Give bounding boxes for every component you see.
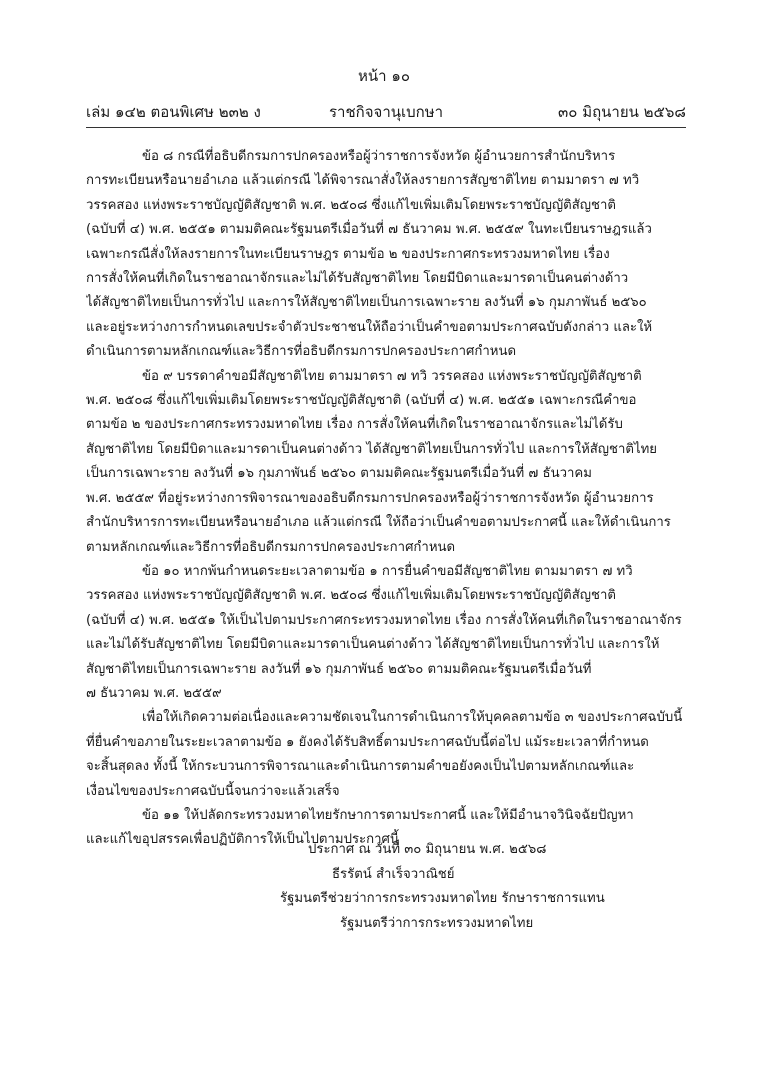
text-line: ข้อ ๙ บรรดาคำขอมีสัญชาติไทย ตามมาตรา ๗ ทวิ วรรคสอง แห่งพระราชบัญญัติสัญชาติ — [142, 368, 642, 384]
text-line: การทะเบียนหรือนายอำเภอ แล้วแต่กรณี ได้พิจารณาสั่งให้ลงรายการสัญชาติไทย ตามมาตรา ๗ ทวิ — [86, 173, 640, 189]
text-line: ข้อ ๘ กรณีที่อธิบดีกรมการปกครองหรือผู้ว่าราชการจังหวัด ผู้อำนวยการสำนักบริหาร — [142, 149, 616, 164]
clause-10 — [86, 560, 686, 706]
clause-8 — [86, 145, 686, 365]
announcement-date: ประกาศ ณ วันที่ ๓๐ มิถุนายน พ.ศ. ๒๕๖๘ — [308, 842, 547, 857]
text-line: (ฉบับที่ ๔) พ.ศ. ๒๕๕๑ ตามมติคณะรัฐมนตรีเมื่อวันที่ ๗ ธันวาคม พ.ศ. ๒๕๕๙ ในทะเบียนราษฎรแล้ว — [86, 222, 652, 238]
signature-block — [200, 838, 680, 936]
text-line: (ฉบับที่ ๔) พ.ศ. ๒๕๕๑ ให้เป็นไปตามประกาศกระทรวงมหาดไทย เรื่อง การสั่งให้คนที่เกิดในราชอาณาจักร — [86, 612, 682, 628]
signatory-name: ธีรรัตน์ สำเร็จวาณิชย์ — [332, 866, 455, 882]
text-line: ดำเนินการตามหลักเกณฑ์และวิธีการที่อธิบดีกรมการปกครองประกาศกำหนด — [86, 344, 517, 360]
signatory-title-acting-for: รัฐมนตรีว่าการกระทรวงมหาดไทย — [340, 915, 534, 931]
text-line: ได้สัญชาติไทยเป็นการทั่วไป และการให้สัญชาติไทยเป็นการเฉพาะราย ลงวันที่ ๑๖ กุมภาพันธ์ ๒๕๖๐ — [86, 295, 647, 311]
text-line: และไม่ได้รับสัญชาติไทย โดยมีบิดาและมารดาเป็นคนต่างด้าว ได้สัญชาติไทยเป็นการทั่วไป และการให้ — [86, 637, 660, 653]
text-line: และแก้ไขอุปสรรคเพื่อปฏิบัติการให้เป็นไปตามประกาศนี้ — [86, 832, 399, 848]
text-line: สัญชาติไทย โดยมีบิดาและมารดาเป็นคนต่างด้าว ได้สัญชาติไทยเป็นการทั่วไป และการให้สัญชาติไทย — [86, 441, 658, 457]
text-line: เฉพาะกรณีสั่งให้ลงรายการในทะเบียนราษฎร ตามข้อ ๒ ของประกาศกระทรวงมหาดไทย เรื่อง — [86, 246, 610, 262]
text-line: พ.ศ. ๒๕๕๙ ที่อยู่ระหว่างการพิจารณาของอธิบดีกรมการปกครองหรือผู้ว่าราชการจังหวัด ผู้อำนวยการ — [86, 490, 654, 506]
gazette-publication: ราชกิจจานุเบกษา — [329, 103, 444, 121]
text-line: วรรคสอง แห่งพระราชบัญญัติสัญชาติ พ.ศ. ๒๕๐๘ ซึ่งแก้ไขเพิ่มเติมโดยพระราชบัญญัติสัญชาติ — [86, 588, 616, 604]
page-number: หน้า ๑๐ — [357, 67, 410, 85]
header-divider — [86, 127, 686, 128]
signatory-title: รัฐมนตรีช่วยว่าการกระทรวงมหาดไทย รักษาราชการแทน — [280, 891, 605, 907]
text-line: เป็นการเฉพาะราย ลงวันที่ ๑๖ กุมภาพันธ์ ๒๕๖๐ ตามมติคณะรัฐมนตรีเมื่อวันที่ ๗ ธันวาคม — [86, 466, 592, 482]
gazette-volume: เล่ม ๑๔๒ ตอนพิเศษ ๒๓๒ ง — [86, 103, 261, 121]
text-line: เงื่อนไขของประกาศฉบับนี้จนกว่าจะแล้วเสร็จ — [86, 783, 340, 799]
gazette-date: ๓๐ มิถุนายน ๒๕๖๘ — [558, 103, 686, 121]
text-line: ๗ ธันวาคม พ.ศ. ๒๕๕๙ — [86, 685, 222, 701]
document-body — [86, 145, 686, 853]
continuity-paragraph — [86, 706, 686, 804]
text-line: ตามหลักเกณฑ์และวิธีการที่อธิบดีกรมการปกครองประกาศกำหนด — [86, 539, 456, 555]
text-line: และอยู่ระหว่างการกำหนดเลขประจำตัวประชาชนให้ถือว่าเป็นคำขอตามประกาศฉบับดังกล่าว และให้ — [86, 319, 653, 335]
text-line: การสั่งให้คนที่เกิดในราชอาณาจักรและไม่ได้รับสัญชาติไทย โดยมีบิดาและมารดาเป็นคนต่างด้าว — [86, 271, 629, 287]
text-line: วรรคสอง แห่งพระราชบัญญัติสัญชาติ พ.ศ. ๒๕๐๘ ซึ่งแก้ไขเพิ่มเติมโดยพระราชบัญญัติสัญชาติ — [86, 197, 616, 213]
text-line: เพื่อให้เกิดความต่อเนื่องและความชัดเจนในการดำเนินการให้บุคคลตามข้อ ๓ ของประกาศฉบับนี้ — [142, 710, 683, 726]
text-line: สำนักบริหารการทะเบียนหรือนายอำเภอ แล้วแต่กรณี ให้ถือว่าเป็นคำขอตามประกาศนี้ และให้ดำเนินการ — [86, 515, 671, 531]
text-line: ตามข้อ ๒ ของประกาศกระทรวงมหาดไทย เรื่อง การสั่งให้คนที่เกิดในราชอาณาจักรและไม่ได้รับ — [86, 417, 623, 433]
text-line: ที่ยื่นคำขอภายในระยะเวลาตามข้อ ๑ ยังคงได้รับสิทธิ์ตามประกาศฉบับนี้ต่อไป แม้ระยะเวลาที่กำหนด — [86, 734, 649, 750]
clause-9 — [86, 365, 686, 560]
text-line: พ.ศ. ๒๕๐๘ ซึ่งแก้ไขเพิ่มเติมโดยพระราชบัญญัติสัญชาติ (ฉบับที่ ๔) พ.ศ. ๒๕๕๑ เฉพาะกรณีคำขอ — [86, 393, 637, 409]
text-line: ข้อ ๑๑ ให้ปลัดกระทรวงมหาดไทยรักษาการตามประกาศนี้ และให้มีอำนาจวินิจฉัยปัญหา — [142, 807, 634, 823]
text-line: สัญชาติไทยเป็นการเฉพาะราย ลงวันที่ ๑๖ กุมภาพันธ์ ๒๕๖๐ ตามมติคณะรัฐมนตรีเมื่อวันที่ — [86, 661, 592, 677]
text-line: จะสิ้นสุดลง ทั้งนี้ ให้กระบวนการพิจารณาและดำเนินการตามคำขอยังคงเป็นไปตามหลักเกณฑ์และ — [86, 759, 635, 775]
text-line: ข้อ ๑๐ หากพ้นกำหนดระยะเวลาตามข้อ ๑ การยื่นคำขอมีสัญชาติไทย ตามมาตรา ๗ ทวิ — [142, 563, 633, 579]
gazette-header — [86, 101, 686, 123]
